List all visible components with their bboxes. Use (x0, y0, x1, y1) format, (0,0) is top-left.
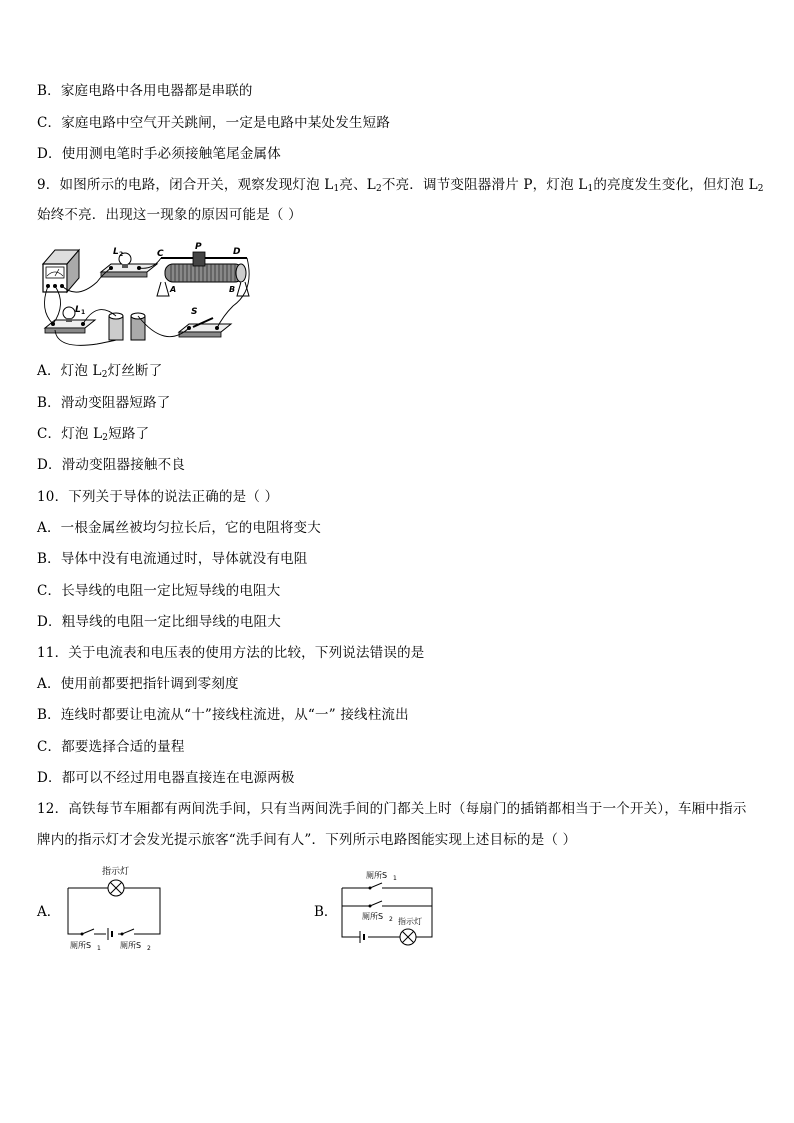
q9-option-a-sub: 2 (101, 370, 108, 380)
figb-s1-label: 厕所S (366, 871, 388, 880)
label-l1-sub: 1 (81, 309, 86, 316)
q9-option-d: D．滑动变阻器接触不良 (37, 457, 186, 473)
q12-stem-line1: 12．高铁每节车厢都有两间洗手间，只有当两间洗手间的门都关上时（每扇门的插销都相当于一个开关），车厢中指示 (37, 801, 747, 817)
q12-circuit-a (60, 862, 170, 952)
figb-switch2-icon (369, 901, 383, 908)
q9-sub-2a: 2 (375, 184, 382, 194)
q9-option-a-part1: A．灯泡 L (37, 363, 102, 379)
q9-sub-1a: 1 (333, 184, 340, 194)
figa-lamp-icon (108, 880, 124, 896)
label-l2: L (113, 247, 119, 257)
figb-s2-label: 厕所S (362, 912, 384, 921)
q8-option-c: C．家庭电路中空气开关跳闸，一定是电路中某处发生短路 (37, 115, 391, 131)
q9-stem-part1: 9．如图所示的电路，闭合开关，观察发现灯泡 L (37, 177, 334, 193)
q12-stem-line2: 牌内的指示灯才会发光提示旅客“洗手间有人”．下列所示电路图能实现上述目标的是（ ） (37, 832, 577, 848)
q12-option-a-label: A． (37, 904, 61, 920)
q9-sub-1b: 1 (587, 184, 594, 194)
lamp-l2-icon (101, 253, 157, 277)
figa-s2-label: 厕所S (120, 941, 142, 950)
figa-battery-icon (108, 928, 112, 940)
q9-option-a-part2: 灯丝断了 (107, 363, 163, 379)
q10-option-d: D．粗导线的电阻一定比细导线的电阻大 (37, 614, 281, 630)
q8-option-b: B．家庭电路中各用电器都是串联的 (37, 83, 253, 99)
q9-stem-part2: 亮、L (339, 177, 376, 193)
q10-option-b: B．导体中没有电流通过时，导体就没有电阻 (37, 551, 308, 567)
label-c: C (157, 249, 164, 259)
q11-option-c: C．都要选择合适的量程 (37, 739, 185, 755)
q9-option-a (37, 362, 162, 380)
label-s: S (191, 307, 198, 317)
figa-s1-sub: 1 (97, 945, 101, 952)
q9-stem-line2: 始终不亮．出现这一现象的原因可能是（ ） (37, 207, 302, 223)
q12-option-b-label: B． (314, 904, 338, 920)
battery-icon (109, 313, 145, 340)
q9-option-c-sub: 2 (102, 433, 109, 443)
q9-sub-2b: 2 (757, 184, 764, 194)
figb-switch1-icon (369, 883, 383, 890)
meter-icon (43, 250, 79, 292)
figa-s1-label: 厕所S (70, 941, 92, 950)
q10-option-c: C．长导线的电阻一定比短导线的电阻大 (37, 583, 281, 599)
figb-s1-sub: 1 (393, 875, 397, 882)
q12-circuit-b (336, 866, 440, 950)
figb-battery-icon (360, 931, 364, 943)
switch-icon (179, 318, 231, 337)
q9-stem-part4: 的亮度发生变化，但灯泡 L (593, 177, 758, 193)
label-b: B (229, 285, 236, 294)
q9-option-c-part1: C．灯泡 L (37, 426, 103, 442)
figb-lamp-label: 指示灯 (398, 917, 422, 926)
q11-option-a: A．使用前都要把指针调到零刻度 (37, 676, 239, 692)
label-a: A (170, 285, 177, 294)
q9-stem-line1 (37, 176, 764, 194)
q8-option-d: D．使用测电笔时手必须接触笔尾金属体 (37, 146, 281, 162)
figa-s2-sub: 2 (147, 945, 151, 952)
q11-stem: 11．关于电流表和电压表的使用方法的比较，下列说法错误的是 (37, 645, 425, 661)
figa-lamp-label: 指示灯 (102, 867, 130, 877)
q11-option-b: B．连线时都要让电流从“十”接线柱流进，从“一” 接线柱流出 (37, 707, 409, 723)
label-l2-sub: 2 (119, 251, 124, 258)
figb-s2-sub: 2 (389, 916, 393, 923)
q9-stem-part3: 不亮．调节变阻器滑片 P，灯泡 L (381, 177, 588, 193)
q10-option-a: A．一根金属丝被均匀拉长后，它的电阻将变大 (37, 520, 321, 536)
q9-option-b: B．滑动变阻器短路了 (37, 395, 171, 411)
label-d: D (233, 247, 241, 257)
q9-option-c-part2: 短路了 (108, 426, 150, 442)
lamp-l1-icon (45, 307, 95, 333)
label-l1: L (75, 305, 81, 315)
figb-lamp-icon (400, 929, 416, 945)
q9-option-c (37, 425, 149, 443)
q11-option-d: D．都可以不经过用电器直接连在电源两极 (37, 770, 295, 786)
figa-switch2-icon (121, 929, 135, 936)
figa-switch1-icon (81, 929, 95, 936)
q10-stem: 10．下列关于导体的说法正确的是（ ） (37, 489, 279, 505)
label-p: P (195, 242, 202, 252)
q9-circuit-figure (37, 240, 257, 352)
